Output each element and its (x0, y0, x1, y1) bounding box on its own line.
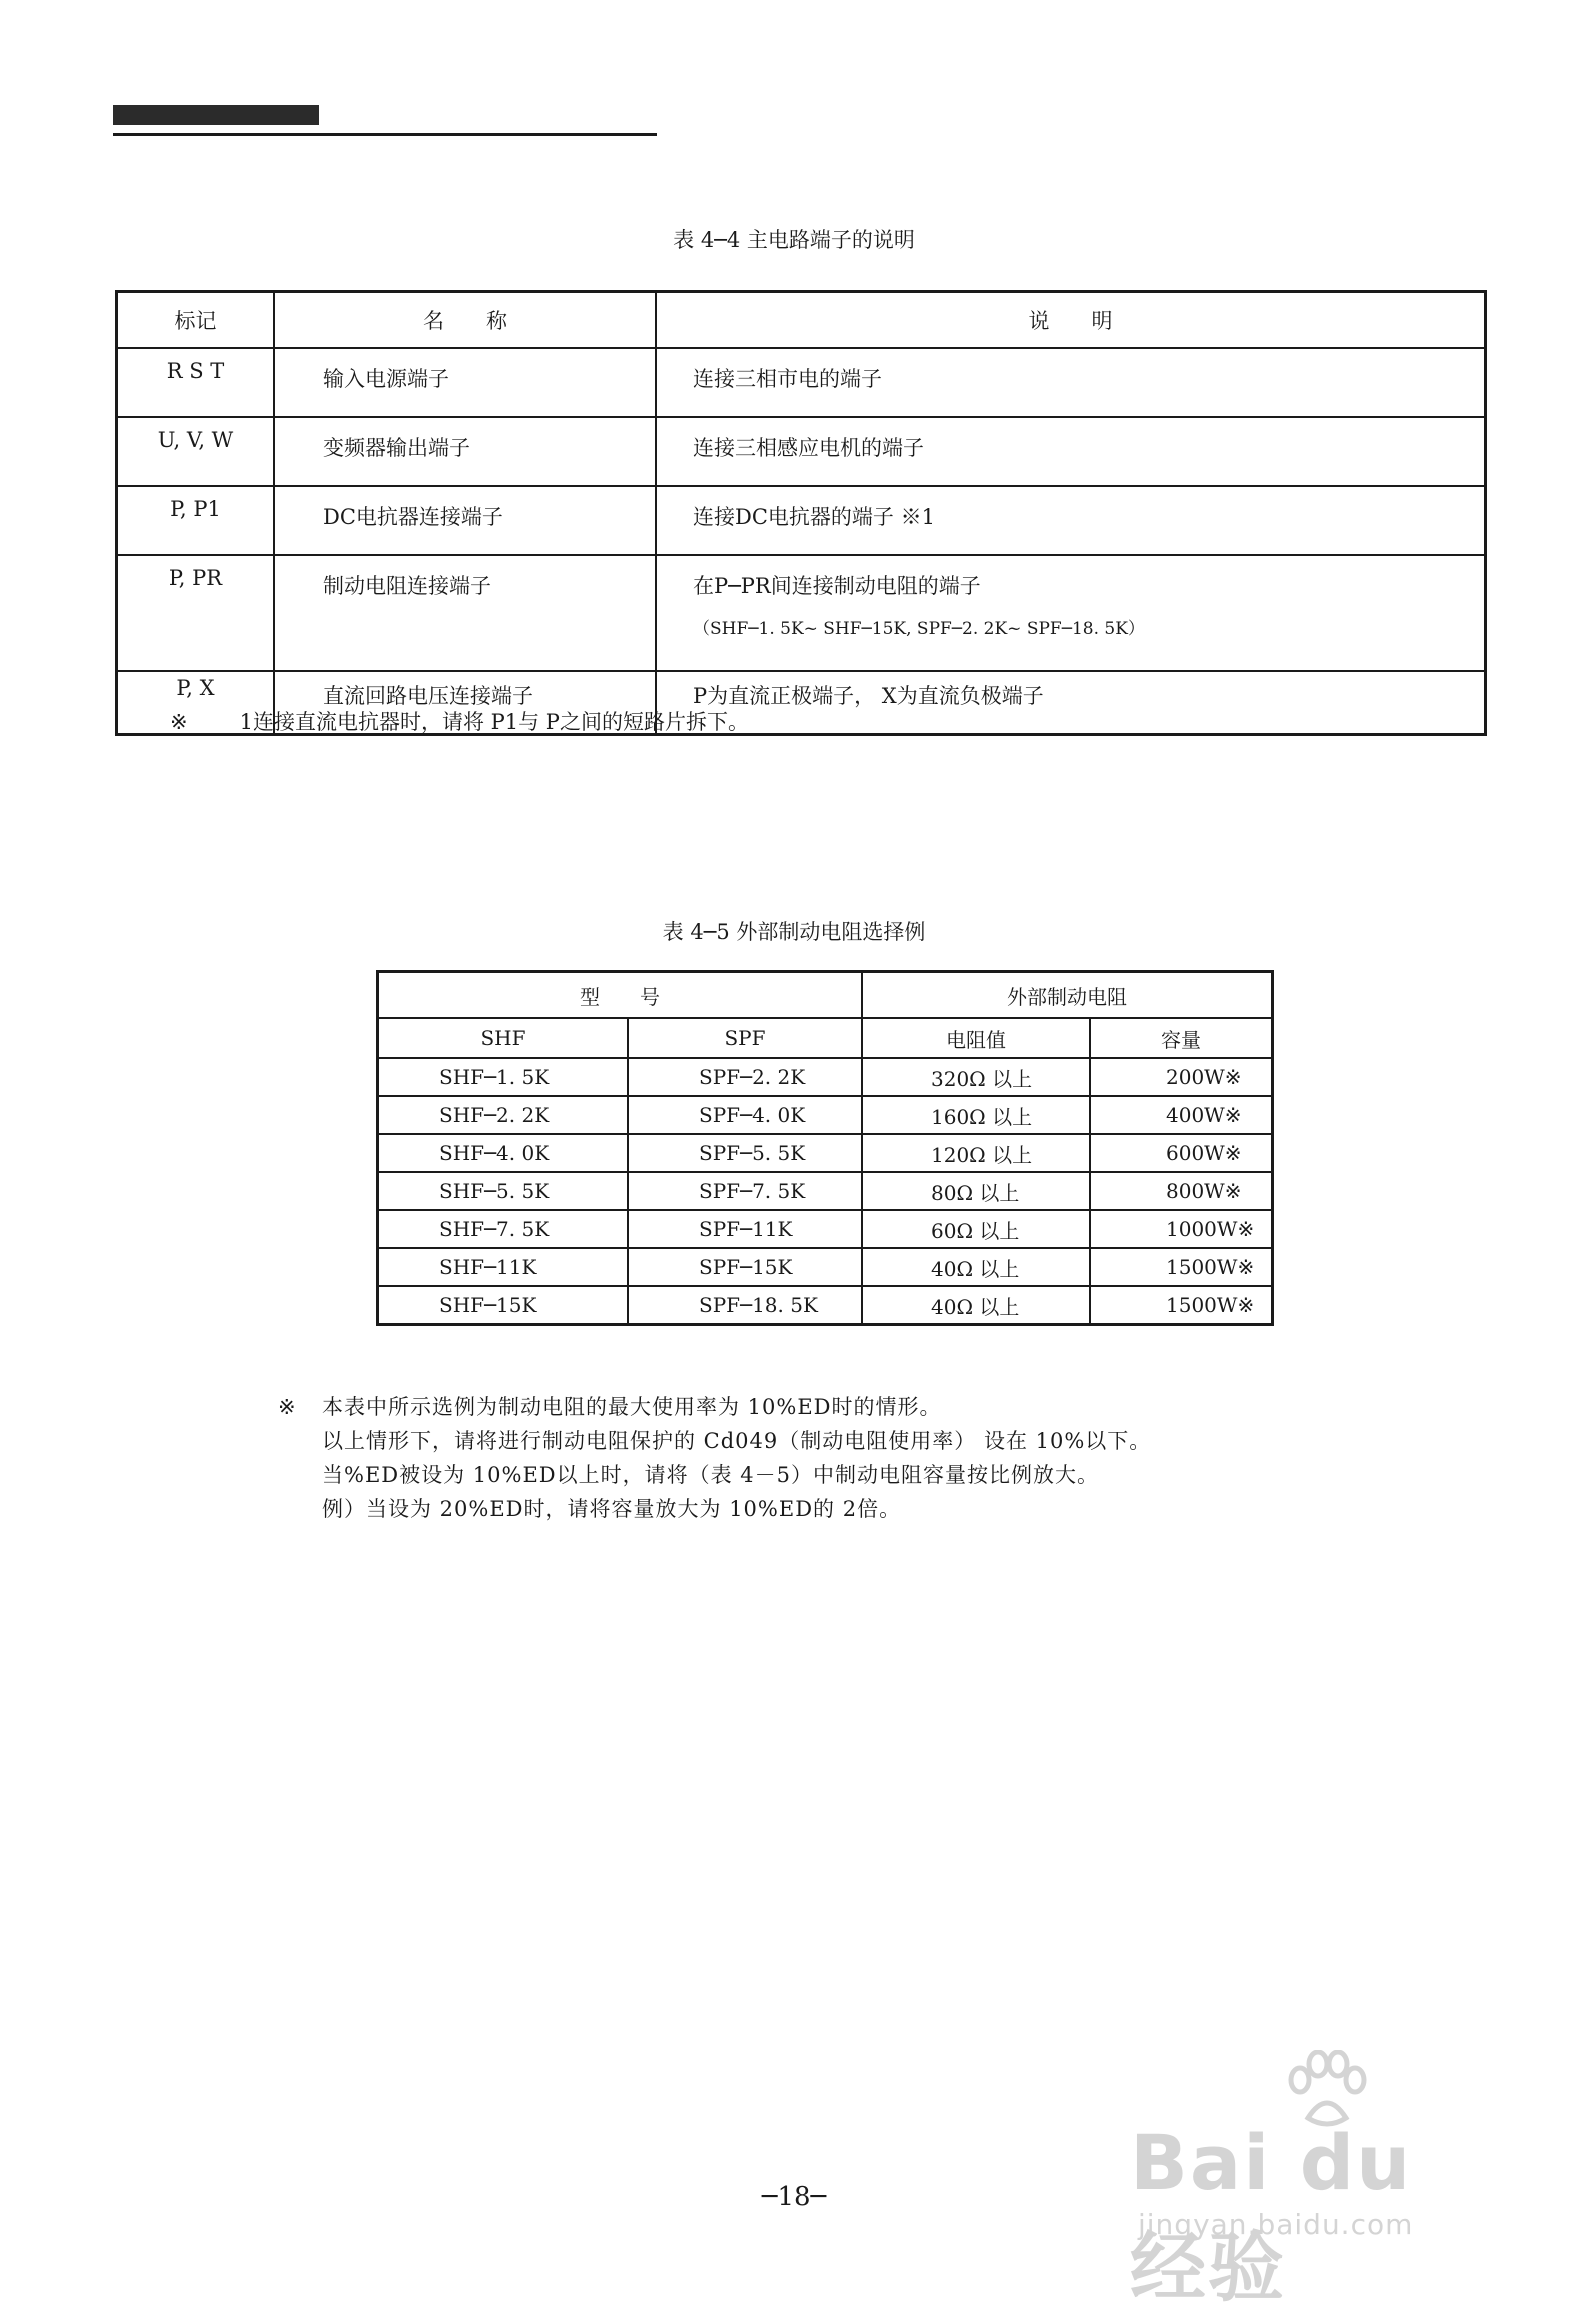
cell-desc: 连接三相市电的端子 (656, 348, 1486, 417)
cell-resistance: 160Ω 以上 (862, 1096, 1090, 1134)
cell-capacity: 1000W※ (1090, 1210, 1273, 1248)
table-row (378, 1096, 1273, 1134)
header-name: 名 称 (274, 292, 656, 349)
cell-spf: SPF─4. 0K (628, 1096, 862, 1134)
table-row (117, 486, 1486, 555)
main-circuit-terminal-table (115, 290, 1487, 736)
table-row (378, 1248, 1273, 1286)
header-rule (113, 133, 657, 136)
watermark-logo: Bai du 经验 (1130, 2118, 1413, 2312)
table-row (378, 1172, 1273, 1210)
cell-shf: SHF─7. 5K (378, 1210, 629, 1248)
cell-shf: SHF─2. 2K (378, 1096, 629, 1134)
cell-resistance: 120Ω 以上 (862, 1134, 1090, 1172)
header-resistance: 电阻值 (862, 1018, 1090, 1058)
cell-capacity: 600W※ (1090, 1134, 1273, 1172)
table2-caption: 表 4─5 外部制动电阻选择例 (662, 920, 926, 944)
cell-resistance: 40Ω 以上 (862, 1248, 1090, 1286)
table1-caption: 表 4─4 主电路端子的说明 (673, 228, 915, 252)
header-desc: 说 明 (656, 292, 1486, 349)
header-spf: SPF (628, 1018, 862, 1058)
table-row (378, 1286, 1273, 1325)
cell-mark: R S T (117, 348, 275, 417)
header-bar (113, 105, 319, 125)
cell-desc: P为直流正极端子， X为直流负极端子 (656, 671, 1486, 735)
cell-shf: SHF─15K (378, 1286, 629, 1325)
cell-shf: SHF─5. 5K (378, 1172, 629, 1210)
note-symbol: ※ (170, 710, 188, 734)
cell-mark: U, V, W (117, 417, 275, 486)
group-header-model: 型 号 (378, 972, 863, 1019)
cell-capacity: 200W※ (1090, 1058, 1273, 1096)
baidu-watermark (1130, 2050, 1490, 2312)
cell-capacity: 1500W※ (1090, 1286, 1273, 1325)
cell-spf: SPF─11K (628, 1210, 862, 1248)
table-row (378, 1058, 1273, 1096)
footnote-duty (278, 1390, 1151, 1526)
cell-mark: P, X (117, 671, 275, 735)
note-line: 以上情形下，请将进行制动电阻保护的 Cd049（制动电阻使用率） 设在 10%以下。 (322, 1429, 1152, 1453)
cell-shf: SHF─4. 0K (378, 1134, 629, 1172)
note-symbol: ※ (278, 1395, 297, 1419)
note-lines (322, 1390, 1151, 1526)
cell-spf: SPF─15K (628, 1248, 862, 1286)
cell-desc (656, 555, 1486, 671)
cell-resistance: 40Ω 以上 (862, 1286, 1090, 1325)
note-line: 例）当设为 20%ED时，请将容量放大为 10%ED的 2倍。 (322, 1497, 902, 1521)
cell-name: DC电抗器连接端子 (274, 486, 656, 555)
cell-desc: 连接三相感应电机的端子 (656, 417, 1486, 486)
cell-spf: SPF─18. 5K (628, 1286, 862, 1325)
cell-shf: SHF─11K (378, 1248, 629, 1286)
cell-name: 输入电源端子 (274, 348, 656, 417)
cell-resistance: 80Ω 以上 (862, 1172, 1090, 1210)
group-header-resistor: 外部制动电阻 (862, 972, 1273, 1019)
table-header-row (378, 1018, 1273, 1058)
header-capacity: 容量 (1090, 1018, 1273, 1058)
header-shf: SHF (378, 1018, 629, 1058)
page-number: ─18─ (761, 2182, 827, 2212)
footnote-reactor (170, 706, 749, 736)
cell-name: 直流回路电压连接端子 (274, 671, 656, 735)
header-mark: 标记 (117, 292, 275, 349)
cell-mark: P, PR (117, 555, 275, 671)
table-row (378, 1210, 1273, 1248)
table-row (117, 348, 1486, 417)
table2-body (378, 1058, 1273, 1325)
cell-capacity: 1500W※ (1090, 1248, 1273, 1286)
note-text: 1连接直流电抗器时，请将 P1与 P之间的短路片拆下。 (239, 710, 749, 734)
braking-resistor-table (376, 970, 1274, 1326)
table-row (117, 555, 1486, 671)
cell-desc-main: 在P─PR间连接制动电阻的端子 (693, 574, 981, 598)
watermark-url: jingyan.baidu.com (1138, 2208, 1414, 2241)
cell-capacity: 400W※ (1090, 1096, 1273, 1134)
cell-shf: SHF─1. 5K (378, 1058, 629, 1096)
cell-spf: SPF─5. 5K (628, 1134, 862, 1172)
cell-resistance: 320Ω 以上 (862, 1058, 1090, 1096)
table-row (117, 417, 1486, 486)
table-header-row (117, 292, 1486, 349)
cell-resistance: 60Ω 以上 (862, 1210, 1090, 1248)
note-line: 本表中所示选例为制动电阻的最大使用率为 10%ED时的情形。 (322, 1395, 942, 1419)
cell-name: 变频器输出端子 (274, 417, 656, 486)
cell-capacity: 800W※ (1090, 1172, 1273, 1210)
table-group-header-row (378, 972, 1273, 1019)
cell-spf: SPF─7. 5K (628, 1172, 862, 1210)
cell-spf: SPF─2. 2K (628, 1058, 862, 1096)
cell-desc: 连接DC电抗器的端子 ※1 (656, 486, 1486, 555)
cell-desc-sub: （SHF─1. 5K~ SHF─15K, SPF─2. 2K~ SPF─18. 5K） (693, 619, 1145, 639)
table-row (378, 1134, 1273, 1172)
cell-mark: P, P1 (117, 486, 275, 555)
cell-name: 制动电阻连接端子 (274, 555, 656, 671)
note-line: 当%ED被设为 10%ED以上时，请将（表 4－5）中制动电阻容量按比例放大。 (322, 1463, 1100, 1487)
